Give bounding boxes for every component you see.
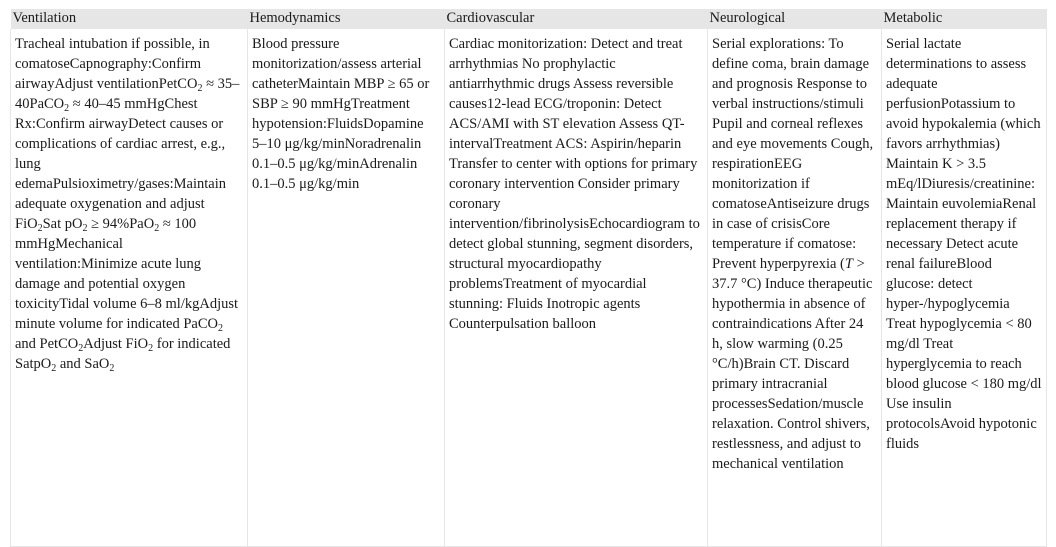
cell-text: ≈ 40–45 mmHgChest Rx:Confirm airwayDetect causes or complications of cardiac arrest, e.g., lung edemaPulsioximetry/gases:Maintain adequate oxygenation and adjust FiO [15,96,227,232]
subscript: 2 [217,323,223,334]
italic-symbol: T [844,256,853,272]
cell-text: and PetCO [15,336,79,352]
cell-text: Cardiac monitorization: Detect and treat arrhythmias No prophylactic antiarrhythmic drugs Assess reversible causes12-lead ECG/troponin: Detect ACS/AMI with ST elevation Assess QT-intervalTreatment ACS: Aspirin/heparin Transfer to center with options for primary coronary intervention Consider primary coronary intervention/fibrinolysisEchocardiogram to detect global stunning, segment disorders, structural myocardiopathy problemsTreatment of myocardial stunning: Fluids Inotropic agents Counterpulsation balloon [449,36,700,332]
header-hemodynamics: Hemodynamics [248,9,445,29]
cell-cardiovascular [445,29,708,546]
cell-text: Tracheal intubation if possible, in comatoseCapnography:Confirm airwayAdjust ventilationPetCO [15,36,210,92]
subscript: 2 [197,83,203,94]
subscript: 2 [51,363,57,374]
header-neurological: Neurological [708,9,882,29]
cell-text: Serial lactate determinations to assess adequate perfusionPotassium to avoid hypokalemia (which favors arrhythmias) Maintain K > 3.5 mEq/lDiuresis/creatinine: Maintain euvolemiaRenal replacement therapy if necessary Detect acute renal failureBlood glucose: detect hyper-/hypoglycemia Treat hypoglycemia < 80 mg/dl Treat hyperglycemia to reach blood glucose < 180 mg/dl Use insulin protocolsAvoid hypotonic fluids [886,36,1042,452]
cell-text: Blood pressure monitorization/assess arterial catheterMaintain MBP ≥ 65 or SBP ≥ 90 mmHgTreatment hypotension:FluidsDopamine 5–10 μg/kg/minNoradrenalin 0.1–0.5 μg/kg/minAdrenalin 0.1–0.5 μg/kg/min [252,36,430,192]
cell-text: for indicated SatpO [15,336,231,372]
header-row [11,9,1047,29]
subscript: 2 [109,363,115,374]
cell-text: ≥ 94%PaO [87,216,155,232]
cell-text: Adjust FiO [83,336,149,352]
header-cardiovascular: Cardiovascular [445,9,708,29]
subscript: 2 [64,103,70,114]
cell-text: > 37.7 °C) Induce therapeutic hypothermia in absence of contraindications After 24 h, slow warming (0.25 °C/h)Brain CT. Discard primary intracranial processesSedation/muscle relaxation. Control shivers, restlessness, and adjust to mechanical ventilation [712,256,873,472]
subscript: 2 [78,343,84,354]
header-ventilation: Ventilation [11,9,248,29]
cell-hemodynamics [248,29,445,546]
cell-neurological [708,29,882,546]
cell-ventilation [11,29,248,546]
cell-text: ≈ 100 mmHgMechanical ventilation:Minimize acute lung damage and potential oxygen toxicityTidal volume 6–8 ml/kgAdjust minute volume for indicated PaCO [15,216,239,332]
cell-text: ≈ 35–40PaCO [15,76,240,112]
subscript: 2 [82,223,88,234]
care-protocol-table [10,9,1047,547]
header-metabolic: Metabolic [882,9,1047,29]
cell-text: and SaO [56,356,110,372]
subscript: 2 [148,343,154,354]
cell-text: Sat pO [42,216,83,232]
cell-metabolic [882,29,1047,546]
table-row [11,29,1047,546]
cell-text: Serial explorations: To define coma, brain damage and prognosis Response to verbal instructions/stimuli Pupil and corneal reflexes and eye movements Cough, respirationEEG monitorization if comatoseAntiseizure drugs in case of crisisCore temperature if comatose: Prevent hyperpyrexia ( [712,36,874,272]
subscript: 2 [37,223,43,234]
subscript: 2 [154,223,160,234]
